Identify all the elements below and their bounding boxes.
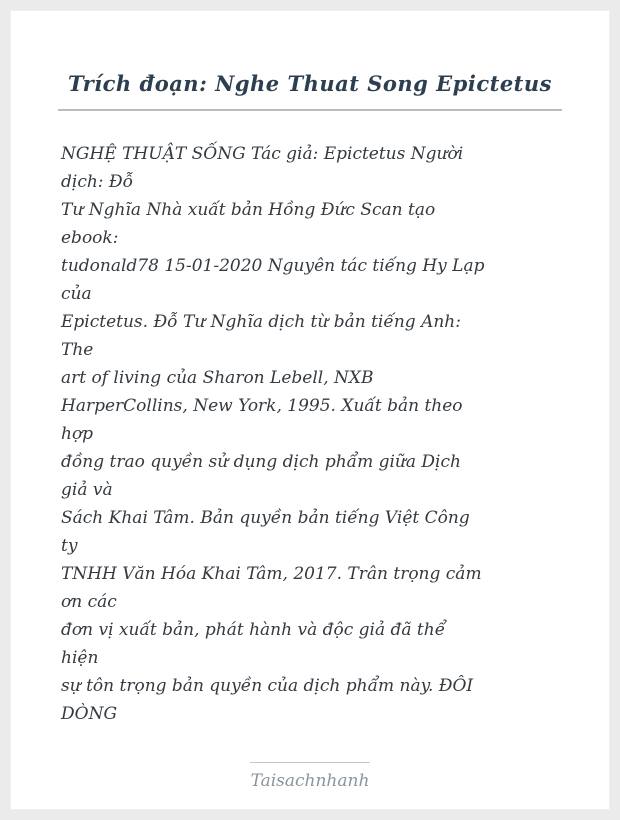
body-line: NGHỆ THUẬT SỐNG Tác giả: Epictetus Người <box>61 144 464 164</box>
body-line: Epictetus. Đỗ Tư Nghĩa dịch từ bản tiếng Anh: <box>61 312 461 332</box>
body-line: Sách Khai Tâm. Bản quyền bản tiếng Việt Công <box>61 508 470 528</box>
body-text <box>61 140 569 728</box>
body-line: giả và <box>61 480 113 500</box>
body-line: DÒNG <box>61 704 118 724</box>
body-line: hiện <box>61 648 99 668</box>
document-page <box>10 10 610 810</box>
body-line: The <box>61 340 94 360</box>
body-line: HarperCollins, New York, 1995. Xuất bản theo <box>61 396 463 416</box>
body-line: hợp <box>61 424 94 444</box>
footer-brand: Taisachnhanh <box>250 771 370 791</box>
body-line: đồng trao quyền sử dụng dịch phẩm giữa Dịch <box>61 452 461 472</box>
body-line: đơn vị xuất bản, phát hành và độc giả đã thể <box>61 620 446 640</box>
body-line: ebook: <box>61 228 119 248</box>
page-footer <box>11 762 609 791</box>
body-line: của <box>61 284 92 304</box>
body-line: Tư Nghĩa Nhà xuất bản Hồng Đức Scan tạo <box>61 200 436 220</box>
body-line: tudonald78 15-01-2020 Nguyên tác tiếng Hy Lạp <box>61 256 485 276</box>
body-line: ơn các <box>61 592 117 612</box>
body-line: ty <box>61 536 78 556</box>
title-divider <box>58 109 562 111</box>
body-line: TNHH Văn Hóa Khai Tâm, 2017. Trân trọng cảm <box>61 564 482 584</box>
footer-divider <box>250 762 370 763</box>
body-line: dịch: Đỗ <box>61 172 134 192</box>
body-line: art of living của Sharon Lebell, NXB <box>61 368 374 388</box>
body-line: sự tôn trọng bản quyền của dịch phẩm này. ĐÔI <box>61 676 474 696</box>
page-title: Trích đoạn: Nghe Thuat Song Epictetus <box>68 71 552 96</box>
